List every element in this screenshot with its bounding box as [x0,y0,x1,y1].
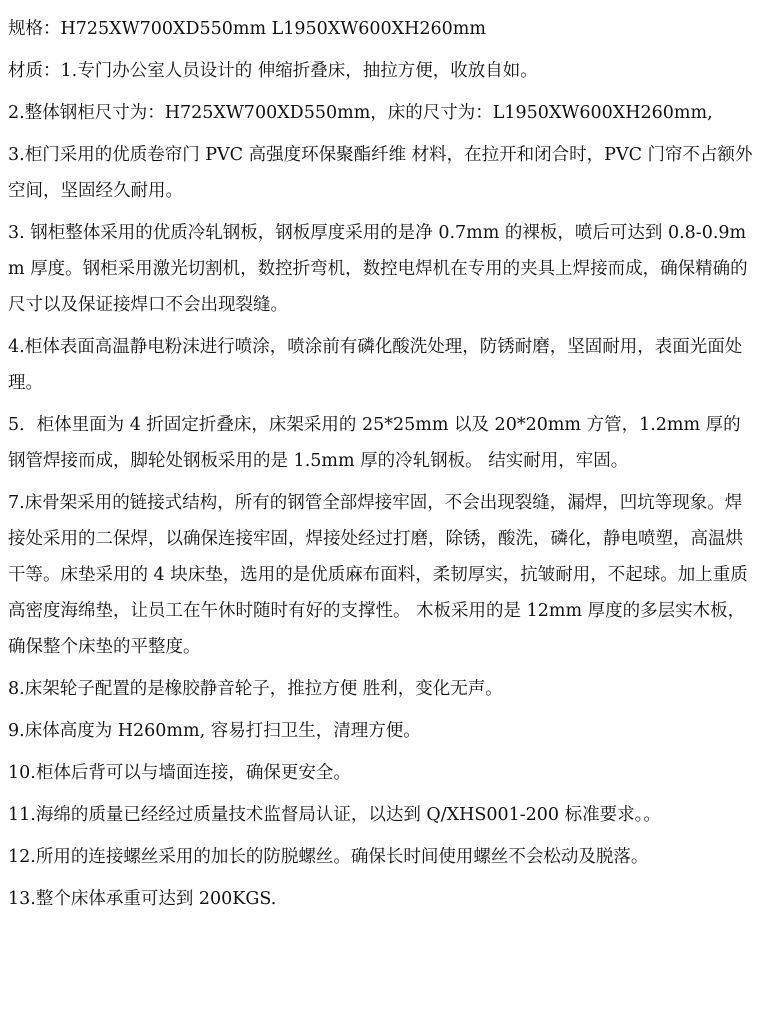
list-item: 12.所用的连接螺丝采用的加长的防脱螺丝。确保长时间使用螺丝不会松动及脱落。 [8,847,649,867]
list-item: 3. 钢柜整体采用的优质冷轧钢板，钢板厚度采用的是净 0.7mm 的裸板，喷后可达到 0.8-0.9mm 厚度。钢柜采用激光切割机，数控折弯机，数控电焊机在专用的夹具上焊接而成，确保精确的尺寸以及保证接焊口不会出现裂缝。 [8,223,748,315]
list-item: 8.床架轮子配置的是橡胶静音轮子，推拉方便 胜利，变化无声。 [8,679,503,699]
list-item: 11.海绵的质量已经经过质量技术监督局认证，以达到 Q/XHS001-200 标准要求。。 [8,805,661,825]
list-item: 5．柜体里面为 4 折固定折叠床，床架采用的 25*25mm 以及 20*20mm 方管，1.2mm 厚的钢管焊接而成，脚轮处钢板采用的是 1.5mm 厚的冷轧钢板。 结实耐用，牢固。 [8,415,741,471]
list-item: 2.整体钢柜尺寸为：H725XW700XD550mm，床的尺寸为：L1950XW600XH260mm, [8,103,713,123]
list-item: 10.柜体后背可以与墙面连接，确保更安全。 [8,763,351,783]
list-item: 3.柜门采用的优质卷帘门 PVC 高强度环保聚酯纤维 材料，在拉开和闭合时，PVC 门帘不占额外空间，坚固经久耐用。 [8,145,753,201]
spec-line: 规格：H725XW700XD550mm L1950XW600XH260mm [8,19,486,39]
list-item: 13.整个床体承重可达到 200KGS. [8,889,277,909]
list-item: 7.床骨架采用的链接式结构，所有的钢管全部焊接牢固，不会出现裂缝，漏焊，凹坑等现象。焊接处采用的二保焊，以确保连接牢固，焊接处经过打磨，除锈，酸洗，磷化，静电喷塑，高温烘干等。床垫采用的 4 块床垫，选用的是优质麻布面料，柔韧厚实，抗皱耐用，不起球。加上重质高密度海绵垫，让员工在午休时随时有好的支撑性。 木板采用的是 12mm 厚度的多层实木板，确保整个床垫的平整度。 [8,493,748,657]
list-item: 4.柜体表面高温静电粉沫进行喷涂，喷涂前有磷化酸洗处理，防锈耐磨，坚固耐用，表面光面处理。 [8,337,743,393]
material-line: 材质：1.专门办公室人员设计的 伸缩折叠床，抽拉方便，收放自如。 [8,61,538,81]
list-item: 9.床体高度为 H260mm, 容易打扫卫生，清理方便。 [8,721,421,741]
